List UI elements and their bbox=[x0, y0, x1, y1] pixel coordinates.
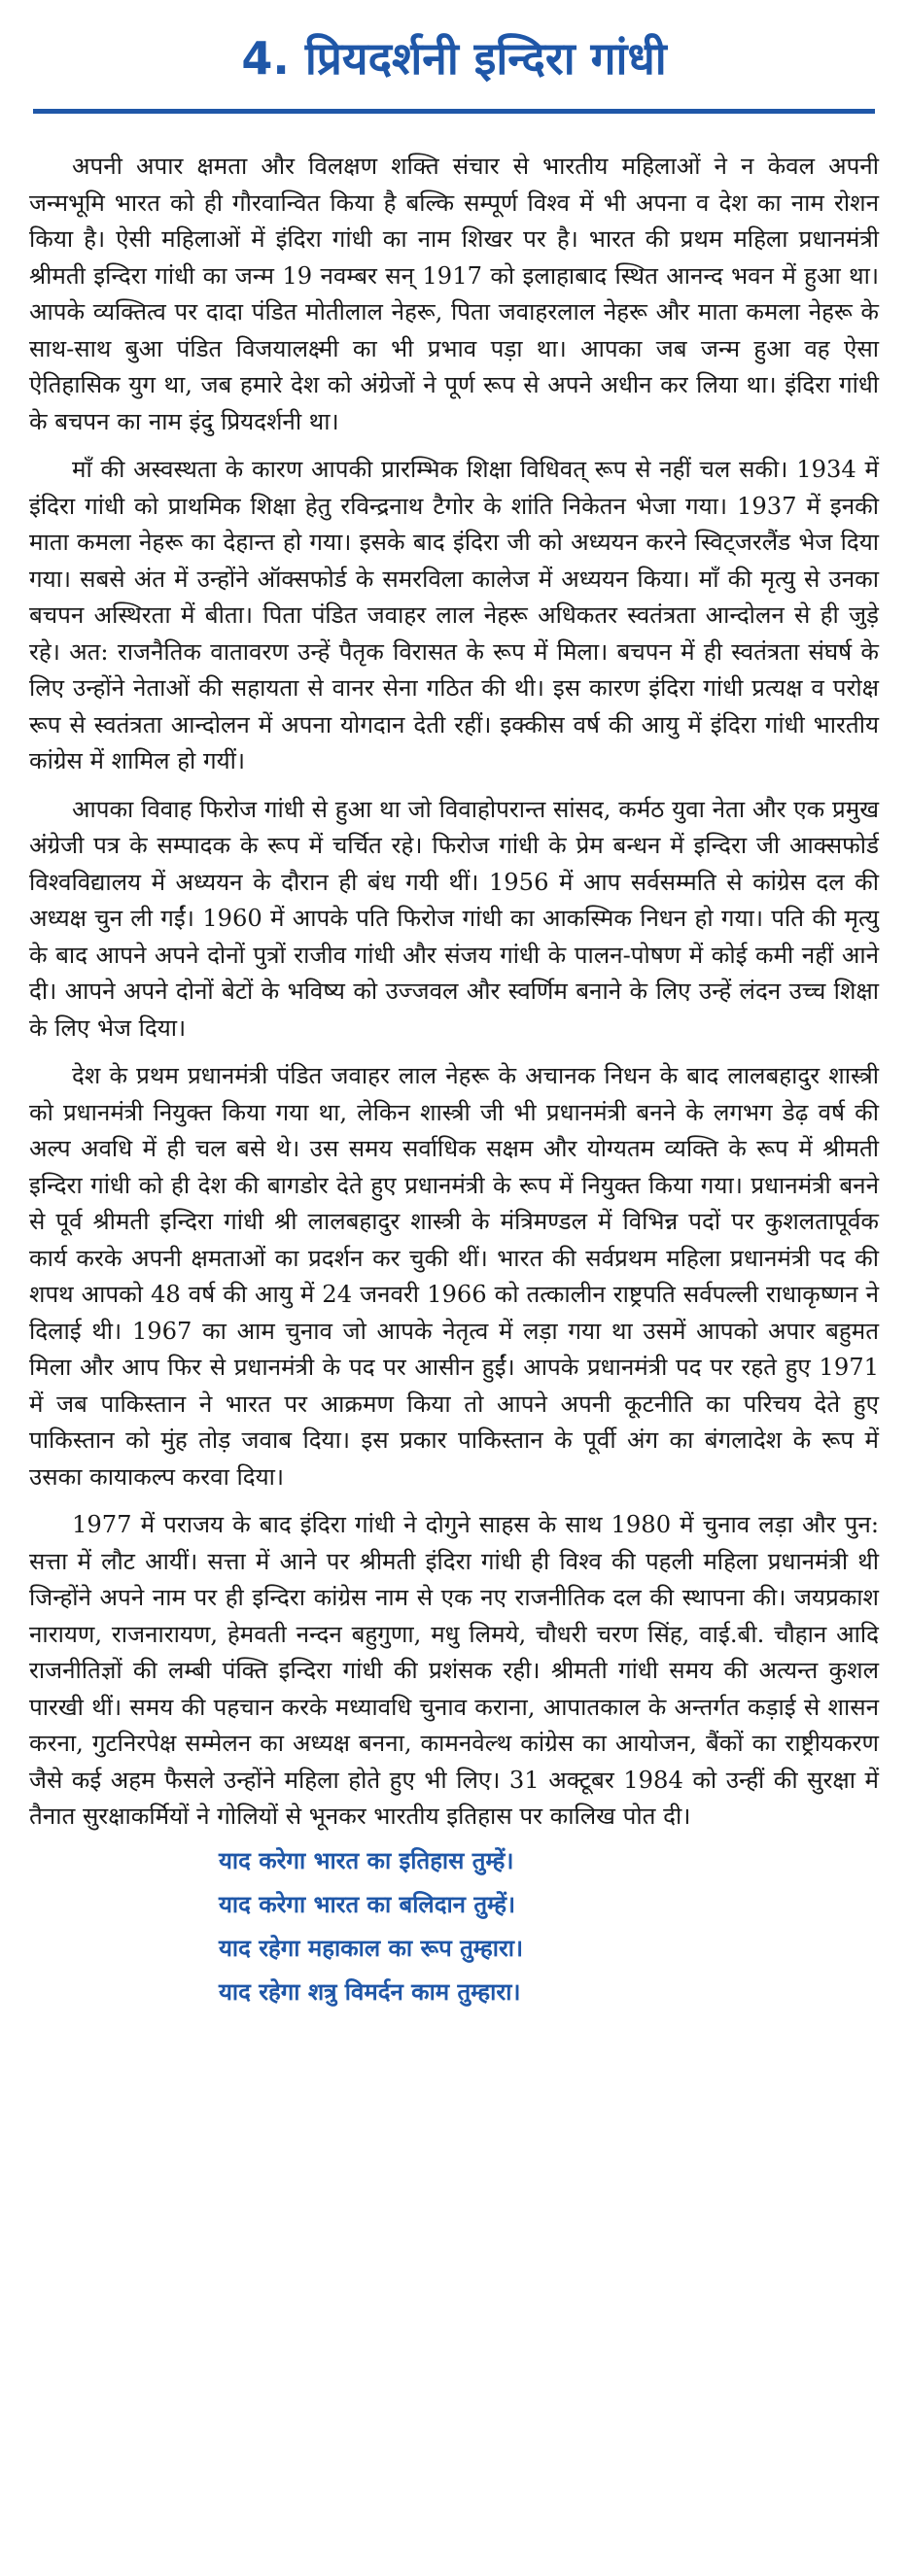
paragraph-5: 1977 में पराजय के बाद इंदिरा गांधी ने दोगुने साहस के साथ 1980 में चुनाव लड़ा और पुन: सत्ता में लौट आयीं। सत्ता में आने पर श्रीमती इंदिरा गांधी ही विश्व की पहली महिला प्रधानमंत्री थी जिन्होंने अपने नाम पर ही इन्दिरा कांग्रेस नाम से एक नए राजनीतिक दल की स्थापना की। जयप्रकाश नारायण, राजनारायण, हेमवती नन्दन बहुगुणा, मधु लिमये, चौधरी चरण सिंह, वाई.बी. चौहान आदि राजनीतिज्ञों की लम्बी पंक्ति इन्दिरा गांधी की प्रशंसक रही। श्रीमती गांधी समय की अत्यन्त कुशल पारखी थीं। समय की पहचान करके मध्यावधि चुनाव कराना, आपातकाल के अन्तर्गत कड़ाई से शासन करना, गुटनिरपेक्ष सम्मेलन का अध्यक्ष बनना, कामनवेल्थ कांग्रेस का आयोजन, बैंकों का राष्ट्रीयकरण जैसे कई अहम फैसले उन्होंने महिला होते हुए भी लिए। 31 अक्टूबर 1984 को उन्हीं की सुरक्षा में तैनात सुरक्षाकर्मियों ने गोलियों से भूनकर भारतीय इतिहास पर कालिख पोत दी। bbox=[29, 1511, 879, 1830]
poem-line-1: याद करेगा भारत का इतिहास तुम्हें। bbox=[219, 1846, 514, 1874]
essay-body bbox=[29, 149, 879, 2014]
paragraph-2: माँ की अस्वस्थता के कारण आपकी प्रारम्भिक शिक्षा विधिवत् रूप से नहीं चल सकी। 1934 में इंदिरा गांधी को प्राथमिक शिक्षा हेतु रविन्द्रनाथ टैगोर के शांति निकेतन भेजा गया। 1937 में इनकी माता कमला नेहरू का देहान्त हो गया। इसके बाद इंदिरा जी को अध्ययन करने स्विट्जरलैंड भेज दिया गया। सबसे अंत में उन्होंने ऑक्सफोर्ड के समरविला कालेज में अध्ययन किया। माँ की मृत्यु से उनका बचपन अस्थिरता में बीता। पिता पंडित जवाहर लाल नेहरू अधिकतर स्वतंत्रता आन्दोलन से ही जुड़े रहे। अत: राजनैतिक वातावरण उन्हें पैतृक विरासत के रूप में मिला। बचपन में ही स्वतंत्रता संघर्ष के लिए उन्होंने नेताओं की सहायता से वानर सेना गठित की थी। इस कारण इंदिरा गांधी प्रत्यक्ष व परोक्ष रूप से स्वतंत्रता आन्दोलन में अपना योगदान देती रहीं। इक्कीस वर्ष की आयु में इंदिरा गांधी भारतीय कांग्रेस में शामिल हो गयीं। bbox=[29, 456, 879, 774]
paragraph-4: देश के प्रथम प्रधानमंत्री पंडित जवाहर लाल नेहरू के अचानक निधन के बाद लालबहादुर शास्त्री को प्रधानमंत्री नियुक्त किया गया था, लेकिन शास्त्री जी भी प्रधानमंत्री बनने के लगभग डेढ़ वर्ष की अल्प अवधि में ही चल बसे थे। उस समय सर्वाधिक सक्षम और योग्यतम व्यक्ति के रूप में श्रीमती इन्दिरा गांधी को ही देश की बागडोर देते हुए प्रधानमंत्री के रूप में नियुक्त किया गया। प्रधानमंत्री बनने से पूर्व श्रीमती इन्दिरा गांधी श्री लालबहादुर शास्त्री के मंत्रिमण्डल में विभिन्न पदों पर कुशलतापूर्वक कार्य करके अपनी क्षमताओं का प्रदर्शन कर चुकी थीं। भारत की सर्वप्रथम महिला प्रधानमंत्री पद की शपथ आपको 48 वर्ष की आयु में 24 जनवरी 1966 को तत्कालीन राष्ट्रपति सर्वपल्ली राधाकृष्णन ने दिलाई थी। 1967 का आम चुनाव जो आपके नेतृत्व में लड़ा गया था उसमें आपको अपार बहुमत मिला और आप फिर से प्रधानमंत्री के पद पर आसीन हुईं। आपके प्रधानमंत्री पद पर रहते हुए 1971 में जब पाकिस्तान ने भारत पर आक्रमण किया तो आपने अपनी कूटनीति का परिचय देते हुए पाकिस्तान को मुंह तोड़ जवाब दिया। इस प्रकार पाकिस्तान के पूर्वी अंग का बंगलादेश के रूप में उसका कायाकल्प करवा दिया। bbox=[29, 1062, 879, 1491]
paragraph-3: आपका विवाह फिरोज गांधी से हुआ था जो विवाहोपरान्त सांसद, कर्मठ युवा नेता और एक प्रमुख अंग्रेजी पत्र के सम्पादक के रूप में चर्चित रहे। फिरोज गांधी के प्रेम बन्धन में इन्दिरा जी आक्सफोर्ड विश्वविद्यालय में अध्ययन के दौरान ही बंध गयी थीं। 1956 में आप सर्वसम्मति से कांग्रेस दल की अध्यक्ष चुन ली गईं। 1960 में आपके पति फिरोज गांधी का आकस्मिक निधन हो गया। पति की मृत्यु के बाद आपने अपने दोनों पुत्रों राजीव गांधी और संजय गांधी के पालन-पोषण में कोई कमी नहीं आने दी। आपने अपने दोनों बेटों के भविष्य को उज्जवल और स्वर्णिम बनाने के लिए उन्हें लंदन उच्च शिक्षा के लिए भेज दिया। bbox=[29, 795, 879, 1042]
poem-line-2: याद करेगा भारत का बलिदान तुम्हें। bbox=[219, 1890, 516, 1918]
title-divider bbox=[33, 109, 875, 114]
paragraph-1: अपनी अपार क्षमता और विलक्षण शक्ति संचार से भारतीय महिलाओं ने न केवल अपनी जन्मभूमि भारत को ही गौरवान्वित किया है बल्कि सम्पूर्ण विश्व में भी अपना व देश का नाम रोशन किया है। ऐसी महिलाओं में इंदिरा गांधी का नाम शिखर पर है। भारत की प्रथम महिला प्रधानमंत्री श्रीमती इन्दिरा गांधी का जन्म 19 नवम्बर सन् 1917 को इलाहाबाद स्थित आनन्द भवन में हुआ था। आपके व्यक्तित्व पर दादा पंडित मोतीलाल नेहरू, पिता जवाहरलाल नेहरू और माता कमला नेहरू के साथ-साथ बुआ पंडित विजयालक्ष्मी का भी प्रभाव पड़ा था। आपका जब जन्म हुआ वह ऐसा ऐतिहासिक युग था, जब हमारे देश को अंग्रेजों ने पूर्ण रूप से अपने अधीन कर लिया था। इंदिरा गांधी के बचपन का नाम इंदु प्रियदर्शनी था। bbox=[29, 153, 879, 435]
poem-line-4: याद रहेगा शत्रु विमर्दन काम तुम्हारा। bbox=[219, 1977, 521, 2006]
poem-line-3: याद रहेगा महाकाल का रूप तुम्हारा। bbox=[219, 1934, 524, 1962]
page-title: 4. प्रियदर्शनी इन्दिरा गांधी bbox=[241, 32, 667, 85]
closing-poem bbox=[219, 1839, 879, 2014]
